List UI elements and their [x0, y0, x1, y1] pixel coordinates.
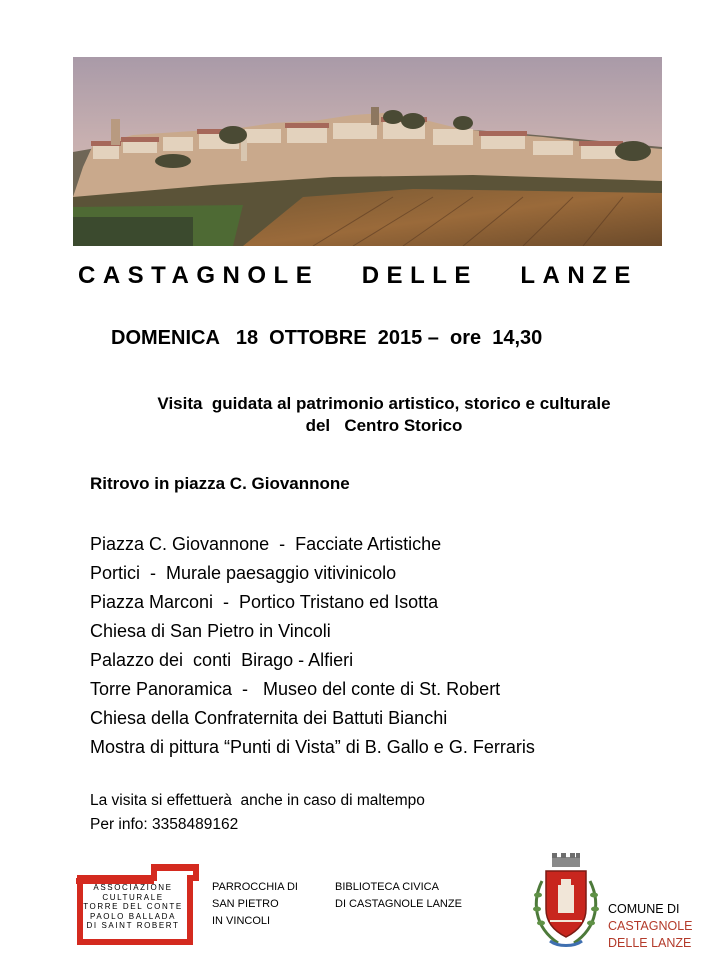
association-line: CULTURALE	[102, 892, 164, 902]
library-sponsor	[335, 879, 462, 913]
library-line: DI CASTAGNOLE LANZE	[335, 898, 462, 910]
event-date: DOMENICA 18 OTTOBRE 2015 – ore 14,30	[111, 327, 543, 349]
municipality-line: CASTAGNOLE	[608, 919, 693, 933]
municipality-name	[608, 901, 693, 952]
event-title: CASTAGNOLE DELLE LANZE	[78, 262, 638, 289]
visit-description-line: del Centro Storico	[305, 416, 463, 435]
landscape-illustration	[73, 57, 662, 246]
parish-sponsor	[212, 879, 298, 930]
parish-line: SAN PIETRO	[212, 898, 279, 910]
itinerary-item: Piazza Marconi - Portico Tristano ed Isotta	[90, 592, 439, 612]
visit-description	[94, 393, 674, 437]
parish-line: PARROCCHIA DI	[212, 881, 298, 893]
info-phone: Per info: 3358489162	[90, 816, 239, 833]
village-landscape-photo	[73, 57, 662, 246]
itinerary-list	[90, 530, 535, 762]
itinerary-item: Piazza C. Giovannone - Facciate Artistiche	[90, 534, 442, 554]
itinerary-item: Palazzo dei conti Birago - Alfieri	[90, 650, 354, 670]
itinerary-item: Mostra di pittura “Punti di Vista” di B. Gallo e G. Ferraris	[90, 737, 535, 757]
notes	[90, 789, 425, 837]
library-line: BIBLIOTECA CIVICA	[335, 881, 439, 893]
visit-description-line: Visita guidata al patrimonio artistico, storico e culturale	[157, 394, 611, 413]
association-line: TORRE DEL CONTE	[83, 902, 183, 911]
association-name	[80, 883, 186, 931]
municipal-crest-icon	[528, 851, 604, 954]
meeting-point: Ritrovo in piazza C. Giovannone	[90, 474, 350, 493]
association-line: PAOLO BALLADA	[89, 911, 176, 921]
itinerary-item: Chiesa della Confraternita dei Battuti Bianchi	[90, 708, 448, 728]
parish-line: IN VINCOLI	[212, 915, 271, 927]
itinerary-item: Portici - Murale paesaggio vitivinicolo	[90, 563, 397, 583]
association-line: DI SAINT ROBERT	[86, 921, 180, 930]
association-line: ASSOCIAZIONE	[93, 883, 173, 892]
itinerary-item: Chiesa di San Pietro in Vincoli	[90, 621, 331, 641]
itinerary-item: Torre Panoramica - Museo del conte di St. Robert	[90, 679, 501, 699]
municipality-line: COMUNE DI	[608, 902, 680, 916]
weather-note: La visita si effettuerà anche in caso di maltempo	[90, 792, 425, 809]
municipality-line: DELLE LANZE	[608, 936, 692, 950]
